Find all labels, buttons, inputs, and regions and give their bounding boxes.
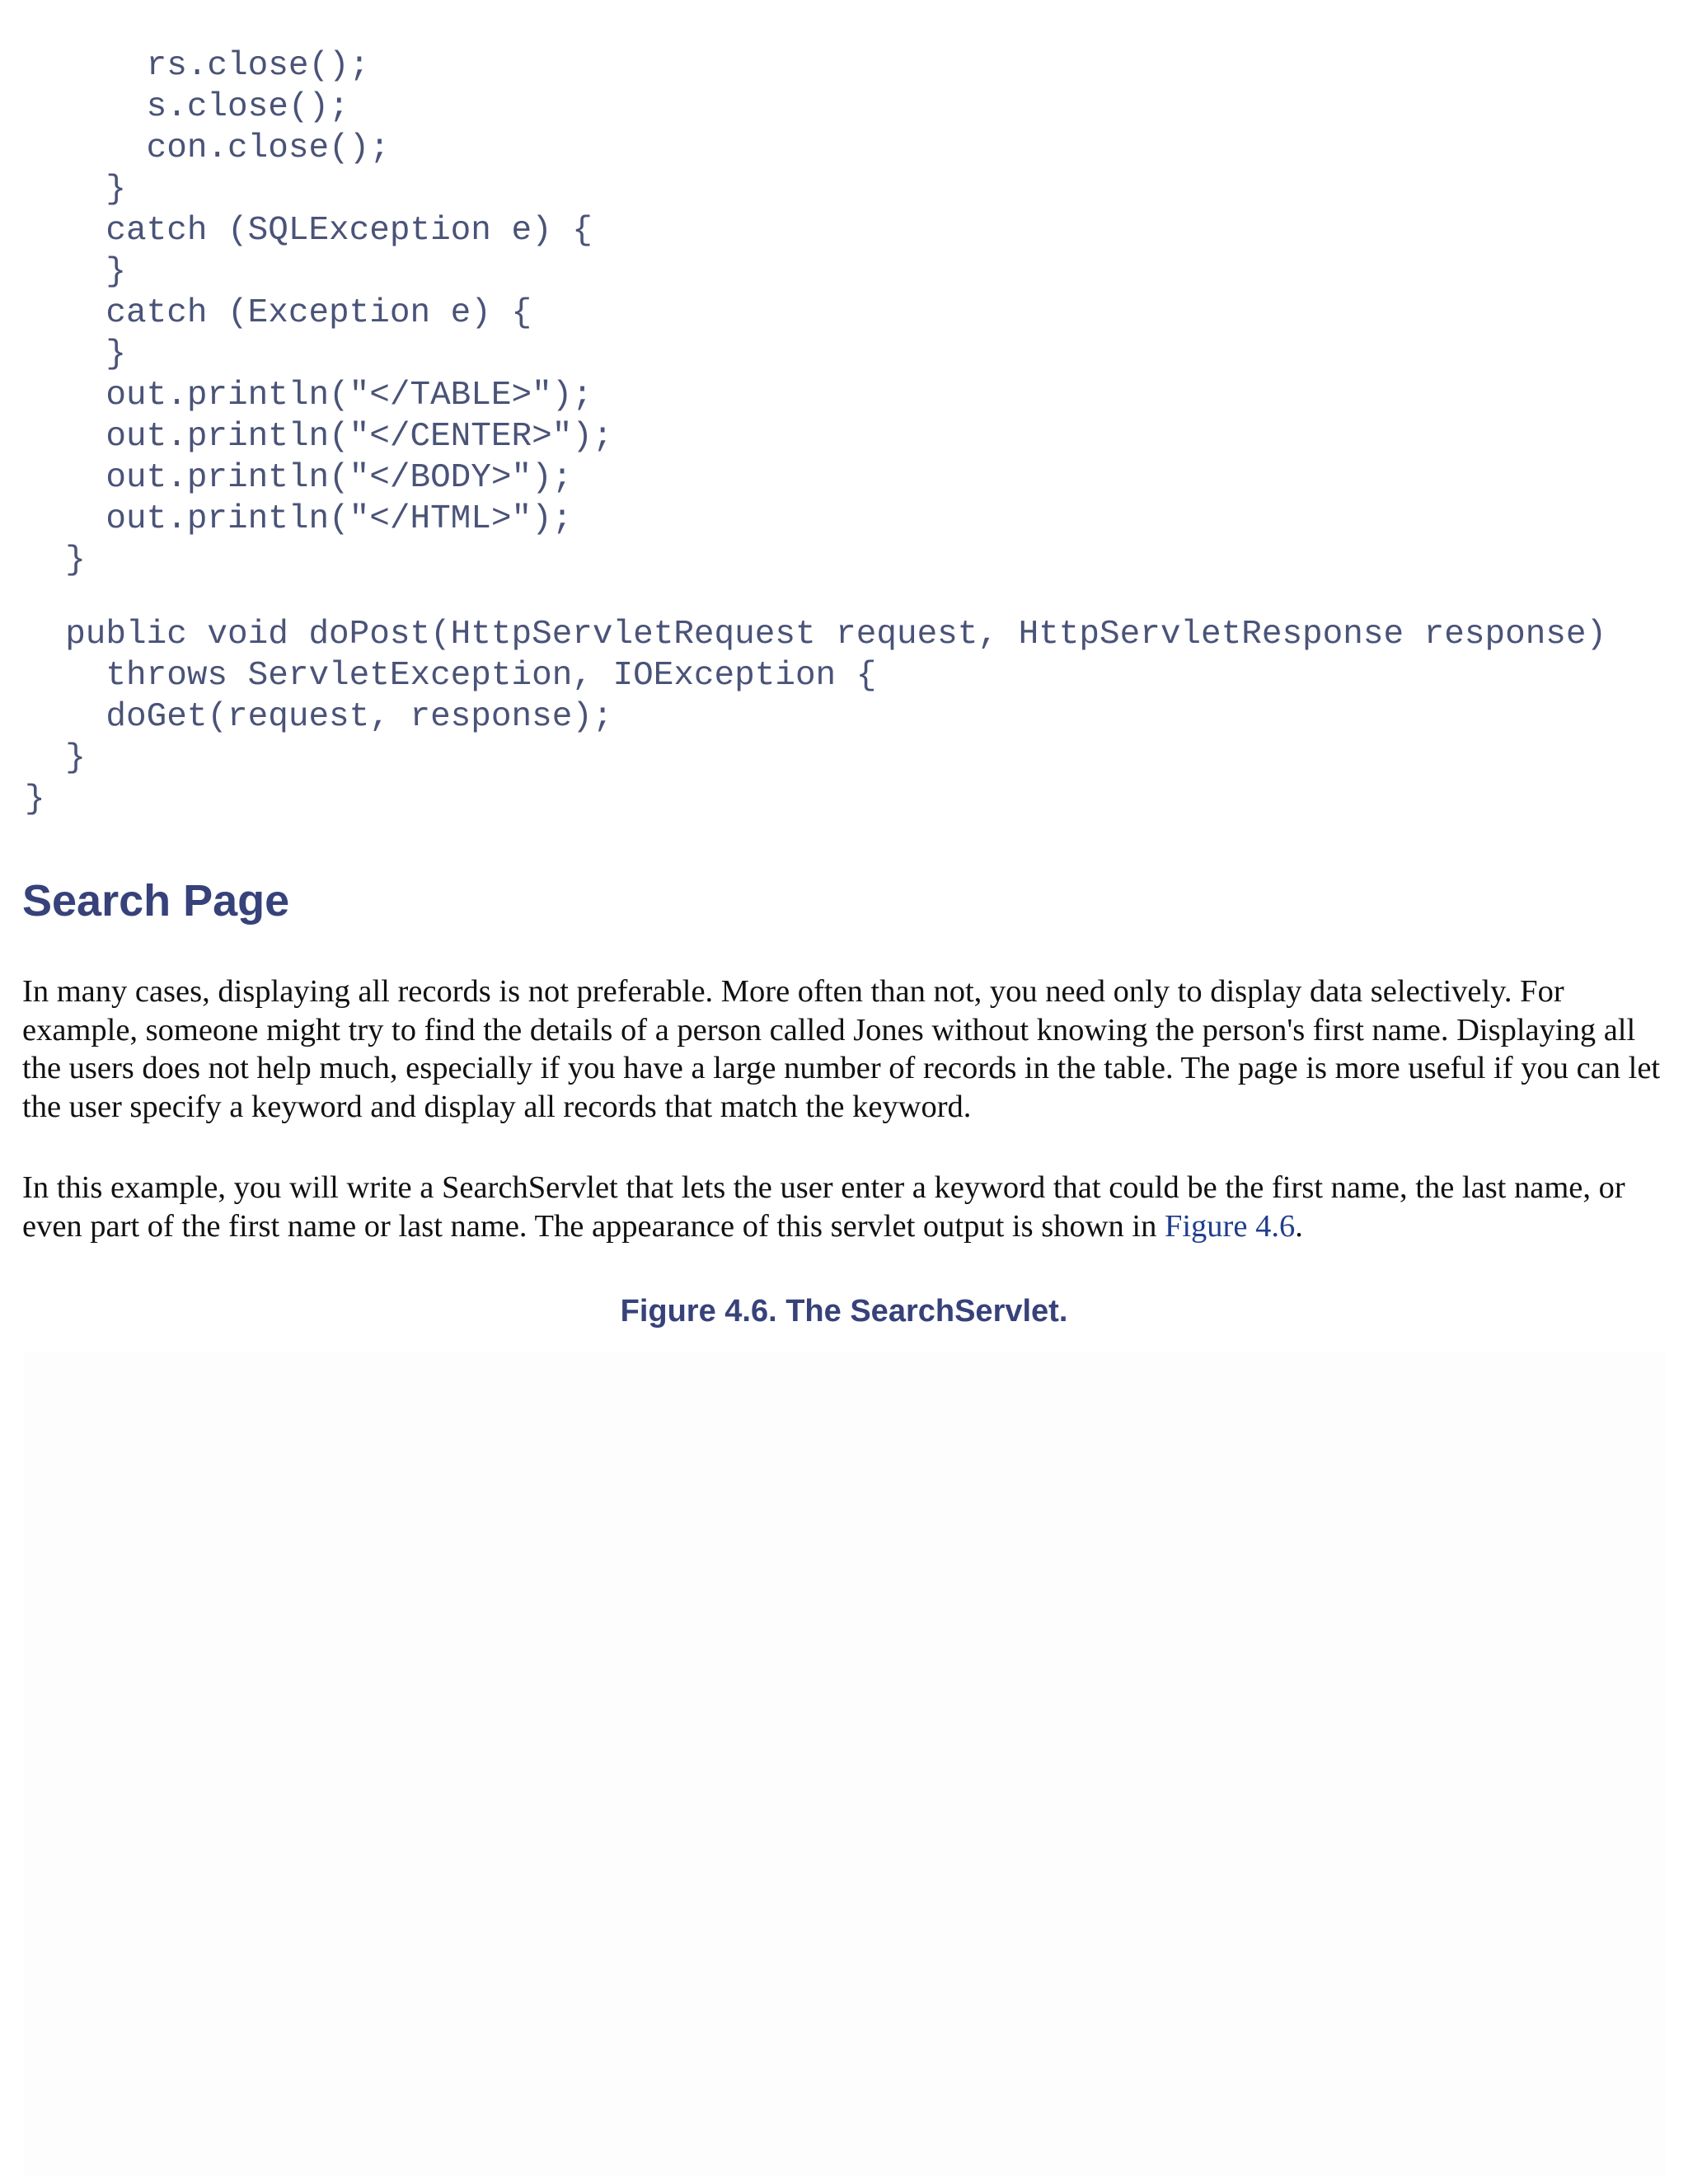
code-line: doGet(request, response); <box>25 698 613 736</box>
code-line: } <box>25 739 86 777</box>
code-line: } <box>25 335 127 373</box>
code-line: out.println("</BODY>"); <box>25 459 573 497</box>
code-line: out.println("</HTML>"); <box>25 500 573 538</box>
code-line: throws ServletException, IOException { <box>25 657 877 695</box>
code-line: out.println("</CENTER>"); <box>25 418 613 456</box>
code-line: con.close(); <box>25 129 390 167</box>
paragraph-text: In this example, you will write a SearchServlet that lets the user enter a keyword that could be the first name, the last name, or even part of the first name or last name. The appearance of this servlet output is shown in <box>22 1170 1625 1244</box>
code-line: public void doPost(HttpServletRequest request, HttpServletResponse response) <box>25 616 1607 654</box>
paragraph-text: . <box>1295 1208 1303 1244</box>
figure-image-area <box>25 1352 1665 2176</box>
code-line: catch (SQLException e) { <box>25 212 593 250</box>
code-line: } <box>25 171 127 209</box>
figure-link[interactable]: Figure 4.6 <box>1164 1208 1296 1244</box>
code-listing <box>25 45 1665 820</box>
code-line: rs.close(); <box>25 47 370 85</box>
code-blank-line <box>25 581 1665 614</box>
code-line: } <box>25 253 127 291</box>
code-line: s.close(); <box>25 88 349 126</box>
section-heading: Search Page <box>22 876 290 926</box>
figure-caption: Figure 4.6. The SearchServlet. <box>620 1294 1068 1329</box>
code-line: out.println("</TABLE>"); <box>25 377 593 415</box>
code-line: catch (Exception e) { <box>25 294 532 332</box>
body-paragraph <box>22 1169 1662 1245</box>
code-line: } <box>25 541 86 579</box>
body-paragraph: In many cases, displaying all records is not preferable. More often than not, you need only to display data selectively. For example, someone might try to find the details of a person called Jones without knowing the person's first name. Displaying all the users does not help much, especially if you have a large number of records in the table. The page is more useful if you can let the user specify a keyword and display all records that match the keyword. <box>22 974 1661 1124</box>
code-line: } <box>25 780 45 818</box>
